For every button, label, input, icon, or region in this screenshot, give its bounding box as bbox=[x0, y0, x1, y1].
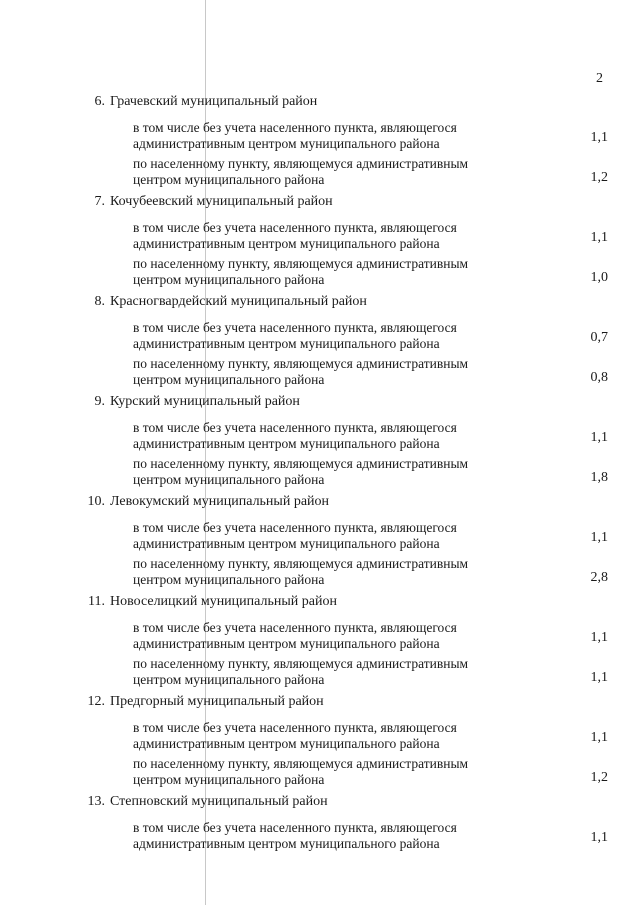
row-text bbox=[133, 420, 553, 452]
district-name: Красногвардейский муниципальный район bbox=[110, 294, 367, 309]
district-block bbox=[0, 793, 639, 856]
row-text bbox=[133, 120, 553, 152]
coefficient-value: 1,1 bbox=[590, 730, 608, 745]
row-admin-center bbox=[0, 556, 639, 593]
coefficient-value: 1,1 bbox=[590, 430, 608, 445]
coefficient-value: 1,2 bbox=[590, 770, 608, 785]
row-text-line: по населенному пункту, являющемуся административным bbox=[133, 556, 469, 571]
row-text-line: по населенному пункту, являющемуся административным bbox=[133, 256, 469, 271]
row-text-line: в том числе без учета населенного пункта, являющегося bbox=[133, 620, 457, 635]
district-block bbox=[0, 293, 639, 393]
row-text bbox=[133, 620, 553, 652]
page-number: 2 bbox=[596, 71, 603, 86]
district-name: Новоселицкий муниципальный район bbox=[110, 594, 337, 609]
coefficient-value: 1,1 bbox=[590, 530, 608, 545]
row-text bbox=[133, 320, 553, 352]
row-text-line: в том числе без учета населенного пункта, являющегося bbox=[133, 820, 457, 835]
row-admin-center bbox=[0, 756, 639, 793]
district-heading bbox=[0, 793, 639, 816]
row-text-line: административным центром муниципального района bbox=[133, 836, 440, 851]
district-heading bbox=[0, 593, 639, 616]
row-text bbox=[133, 220, 553, 252]
row-text-line: по населенному пункту, являющемуся административным bbox=[133, 156, 469, 171]
row-text-line: по населенному пункту, являющемуся административным bbox=[133, 756, 469, 771]
coefficient-value: 1,1 bbox=[590, 130, 608, 145]
coefficient-value: 1,1 bbox=[590, 230, 608, 245]
coefficient-value: 0,8 bbox=[590, 370, 608, 385]
coefficient-value: 1,2 bbox=[590, 170, 608, 185]
district-heading bbox=[0, 693, 639, 716]
row-text-line: административным центром муниципального района bbox=[133, 436, 440, 451]
district-name: Предгорный муниципальный район bbox=[110, 694, 324, 709]
row-text-line: в том числе без учета населенного пункта, являющегося bbox=[133, 520, 457, 535]
row-excluding-admin-center bbox=[0, 320, 639, 356]
row-text-line: в том числе без учета населенного пункта, являющегося bbox=[133, 120, 457, 135]
row-excluding-admin-center bbox=[0, 720, 639, 756]
coefficient-value: 2,8 bbox=[590, 570, 608, 585]
row-text-line: в том числе без учета населенного пункта, являющегося bbox=[133, 220, 457, 235]
row-text-line: административным центром муниципального района bbox=[133, 136, 440, 151]
coefficient-value: 0,7 bbox=[590, 330, 608, 345]
row-admin-center bbox=[0, 656, 639, 693]
district-block bbox=[0, 693, 639, 793]
district-heading bbox=[0, 393, 639, 416]
row-admin-center bbox=[0, 156, 639, 193]
district-heading bbox=[0, 193, 639, 216]
row-text bbox=[133, 656, 553, 688]
row-text-line: центром муниципального района bbox=[133, 272, 325, 287]
coefficient-value: 1,1 bbox=[590, 630, 608, 645]
row-excluding-admin-center bbox=[0, 520, 639, 556]
district-block bbox=[0, 93, 639, 193]
row-text-line: центром муниципального района bbox=[133, 572, 325, 587]
row-text bbox=[133, 456, 553, 488]
district-name: Грачевский муниципальный район bbox=[110, 94, 318, 109]
district-number: 11. bbox=[88, 594, 105, 609]
row-text-line: административным центром муниципального района bbox=[133, 636, 440, 651]
coefficient-value: 1,1 bbox=[590, 830, 608, 845]
district-number: 7. bbox=[94, 194, 105, 209]
row-admin-center bbox=[0, 256, 639, 293]
row-text-line: центром муниципального района bbox=[133, 172, 325, 187]
row-text bbox=[133, 520, 553, 552]
coefficient-value: 1,0 bbox=[590, 270, 608, 285]
district-block bbox=[0, 493, 639, 593]
row-admin-center bbox=[0, 356, 639, 393]
row-text-line: административным центром муниципального района bbox=[133, 236, 440, 251]
district-name: Степновский муниципальный район bbox=[110, 794, 328, 809]
row-excluding-admin-center bbox=[0, 120, 639, 156]
row-text bbox=[133, 756, 553, 788]
row-text bbox=[133, 720, 553, 752]
district-number: 10. bbox=[87, 494, 105, 509]
row-text-line: административным центром муниципального района bbox=[133, 336, 440, 351]
row-text-line: центром муниципального района bbox=[133, 372, 325, 387]
district-heading bbox=[0, 93, 639, 116]
district-number: 13. bbox=[87, 794, 105, 809]
district-number: 8. bbox=[94, 294, 105, 309]
district-block bbox=[0, 193, 639, 293]
row-text-line: административным центром муниципального района bbox=[133, 536, 440, 551]
district-heading bbox=[0, 493, 639, 516]
district-block bbox=[0, 393, 639, 493]
row-excluding-admin-center bbox=[0, 820, 639, 856]
district-name: Левокумский муниципальный район bbox=[110, 494, 330, 509]
row-text-line: центром муниципального района bbox=[133, 772, 325, 787]
row-text-line: по населенному пункту, являющемуся административным bbox=[133, 456, 469, 471]
row-text-line: административным центром муниципального района bbox=[133, 736, 440, 751]
row-text bbox=[133, 556, 553, 588]
district-number: 6. bbox=[94, 94, 105, 109]
row-text-line: в том числе без учета населенного пункта, являющегося bbox=[133, 420, 457, 435]
row-text bbox=[133, 256, 553, 288]
row-excluding-admin-center bbox=[0, 420, 639, 456]
district-block bbox=[0, 593, 639, 693]
district-heading bbox=[0, 293, 639, 316]
district-name: Кочубеевский муниципальный район bbox=[110, 194, 333, 209]
coefficient-value: 1,1 bbox=[590, 670, 608, 685]
row-text-line: центром муниципального района bbox=[133, 672, 325, 687]
row-text bbox=[133, 356, 553, 388]
row-text-line: в том числе без учета населенного пункта, являющегося bbox=[133, 320, 457, 335]
row-admin-center bbox=[0, 456, 639, 493]
row-excluding-admin-center bbox=[0, 220, 639, 256]
row-text-line: по населенному пункту, являющемуся административным bbox=[133, 656, 469, 671]
row-text-line: центром муниципального района bbox=[133, 472, 325, 487]
coefficient-value: 1,8 bbox=[590, 470, 608, 485]
row-excluding-admin-center bbox=[0, 620, 639, 656]
row-text-line: в том числе без учета населенного пункта, являющегося bbox=[133, 720, 457, 735]
row-text bbox=[133, 156, 553, 188]
district-number: 12. bbox=[87, 694, 105, 709]
row-text-line: по населенному пункту, являющемуся административным bbox=[133, 356, 469, 371]
district-list bbox=[0, 93, 639, 856]
district-name: Курский муниципальный район bbox=[110, 394, 300, 409]
row-text bbox=[133, 820, 553, 852]
district-number: 9. bbox=[94, 394, 105, 409]
